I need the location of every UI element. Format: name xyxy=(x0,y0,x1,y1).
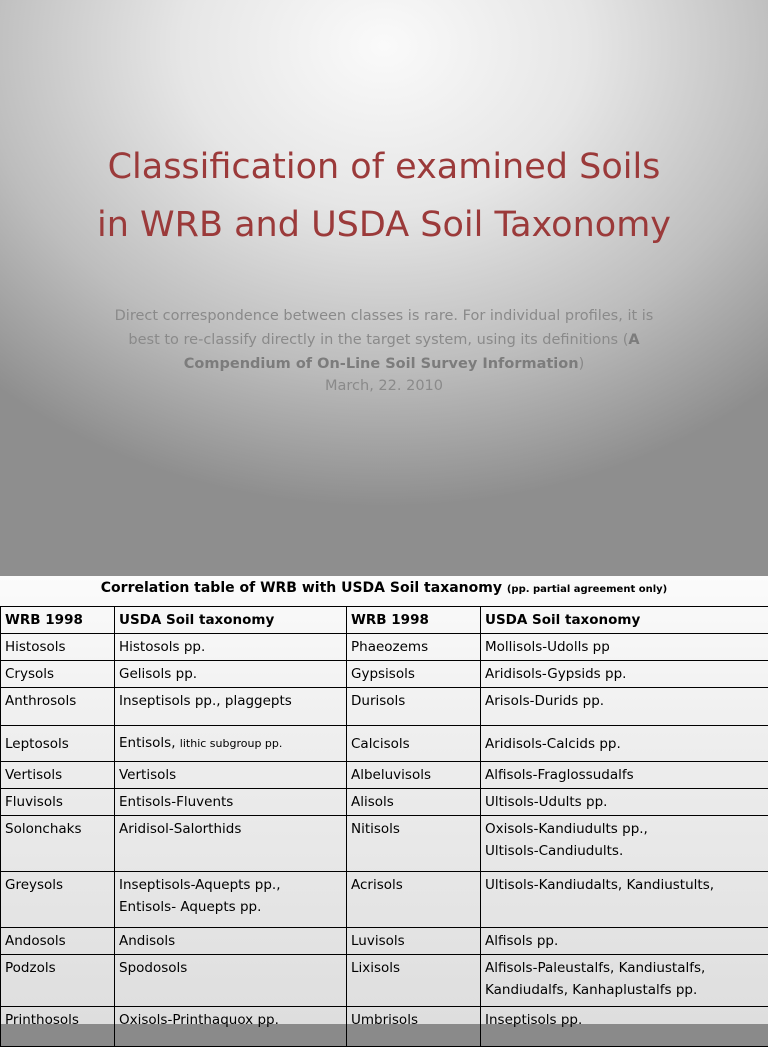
cell xyxy=(115,872,347,928)
table-row xyxy=(1,1007,768,1047)
cell-line-1: Alfisols-Paleustalfs, Kandiustalfs, xyxy=(485,957,764,979)
cell-line-2: Kandiudalfs, Kanhaplustalfs pp. xyxy=(485,979,764,1001)
cell: Histosols xyxy=(1,634,115,661)
cell: Alisols xyxy=(347,789,481,816)
cell-line-1: Inseptisols-Aquepts pp., xyxy=(119,874,342,896)
title-line-2: in WRB and USDA Soil Taxonomy xyxy=(20,196,748,254)
table-row xyxy=(1,955,768,1007)
caption-note: (pp. partial agreement only) xyxy=(507,584,667,595)
correlation-table xyxy=(0,606,768,1047)
cell: Andisols xyxy=(115,928,347,955)
table-row xyxy=(1,872,768,928)
cell: Aridisol-Salorthids xyxy=(115,816,347,872)
table-row xyxy=(1,789,768,816)
table-row xyxy=(1,762,768,789)
table-row xyxy=(1,726,768,762)
cell: Andosols xyxy=(1,928,115,955)
cell: Aridisols-Gypsids pp. xyxy=(481,661,768,688)
cell-line-2: Entisols- Aquepts pp. xyxy=(119,896,342,918)
table-row xyxy=(1,634,768,661)
cell: Printhosols xyxy=(1,1007,115,1047)
table-row xyxy=(1,661,768,688)
cell: Anthrosols xyxy=(1,688,115,726)
cell: Gelisols pp. xyxy=(115,661,347,688)
slide-subtitle xyxy=(110,304,658,376)
slide-title xyxy=(20,138,748,254)
cell: Lixisols xyxy=(347,955,481,1007)
correlation-section xyxy=(0,576,768,1024)
subtitle-text: Direct correspondence between classes is rare. For individual profiles, it is best to re-classify directly in the target system, using its definitions ( xyxy=(115,308,654,348)
cell: Ultisols-Kandiudalts, Kandiustults, xyxy=(481,872,768,928)
cell: Gypsisols xyxy=(347,661,481,688)
cell-note: lithic subgroup pp. xyxy=(180,737,283,750)
cell: Durisols xyxy=(347,688,481,726)
cell: Solonchaks xyxy=(1,816,115,872)
title-line-1: Classification of examined Soils xyxy=(20,138,748,196)
cell: Leptosols xyxy=(1,726,115,762)
cell: Inseptisols pp. xyxy=(481,1007,768,1047)
table-row xyxy=(1,928,768,955)
table-row xyxy=(1,688,768,726)
cell: Fluvisols xyxy=(1,789,115,816)
cell: Nitisols xyxy=(347,816,481,872)
table-caption xyxy=(0,580,768,596)
cell: Phaeozems xyxy=(347,634,481,661)
cell: Crysols xyxy=(1,661,115,688)
cell: Alfisols-Fraglossudalfs xyxy=(481,762,768,789)
caption-title: Correlation table of WRB with USDA Soil taxanomy xyxy=(101,580,502,596)
slide-date: March, 22. 2010 xyxy=(0,378,768,394)
header-usda-1: USDA Soil taxonomy xyxy=(115,607,347,634)
table-row xyxy=(1,816,768,872)
cell: Podzols xyxy=(1,955,115,1007)
cell: Alfisols pp. xyxy=(481,928,768,955)
header-usda-2: USDA Soil taxonomy xyxy=(481,607,768,634)
cell: Greysols xyxy=(1,872,115,928)
cell: Umbrisols xyxy=(347,1007,481,1047)
subtitle-end: ) xyxy=(579,356,585,372)
cell xyxy=(481,816,768,872)
cell: Mollisols-Udolls pp xyxy=(481,634,768,661)
cell: Spodosols xyxy=(115,955,347,1007)
cell: Albeluvisols xyxy=(347,762,481,789)
cell-line-1: Oxisols-Kandiudults pp., xyxy=(485,818,764,840)
cell-main: Entisols, xyxy=(119,735,180,751)
cell: Acrisols xyxy=(347,872,481,928)
header-wrb-1: WRB 1998 xyxy=(1,607,115,634)
cell xyxy=(481,955,768,1007)
cell xyxy=(115,726,347,762)
cell: Ultisols-Udults pp. xyxy=(481,789,768,816)
cell: Aridisols-Calcids pp. xyxy=(481,726,768,762)
cell: Luvisols xyxy=(347,928,481,955)
subtitle-source: A Compendium of On-Line Soil Survey Information xyxy=(184,332,640,372)
header-wrb-2: WRB 1998 xyxy=(347,607,481,634)
cell: Calcisols xyxy=(347,726,481,762)
cell: Oxisols-Printhaquox pp. xyxy=(115,1007,347,1047)
cell: Entisols-Fluvents xyxy=(115,789,347,816)
table-header-row xyxy=(1,607,768,634)
cell: Histosols pp. xyxy=(115,634,347,661)
cell-line-2: Ultisols-Candiudults. xyxy=(485,840,764,862)
cell: Inseptisols pp., plaggepts xyxy=(115,688,347,726)
cell: Arisols-Durids pp. xyxy=(481,688,768,726)
cell: Vertisols xyxy=(115,762,347,789)
cell: Vertisols xyxy=(1,762,115,789)
